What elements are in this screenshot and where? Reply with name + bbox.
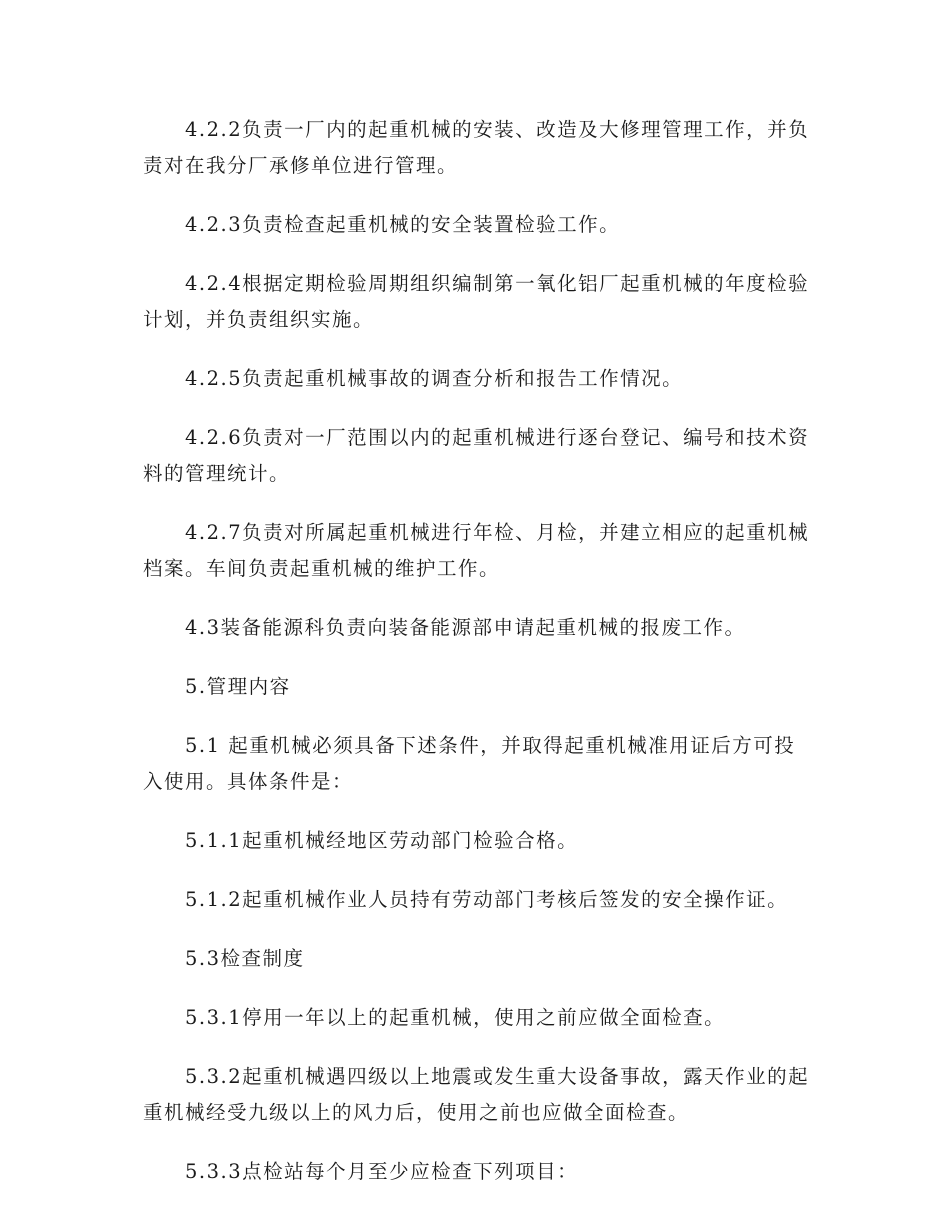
section-heading-5: 5.管理内容 <box>185 675 291 698</box>
paragraph-5-3-1: 5.3.1停用一年以上的起重机械，使用之前应做全面检查。 <box>185 1006 726 1029</box>
section-heading-5-3: 5.3检查制度 <box>185 947 305 970</box>
paragraph-4-2-4: 4.2.4根据定期检验周期组织编制第一氧化铝厂起重机械的年度检验计划，并负责组织实施。 <box>143 272 810 331</box>
paragraph-5-1-1: 5.1.1起重机械经地区劳动部门检验合格。 <box>185 829 579 852</box>
paragraph-5-3-3: 5.3.3点检站每个月至少应检查下列项目： <box>185 1160 579 1183</box>
paragraph-5-1-2: 5.1.2起重机械作业人员持有劳动部门考核后签发的安全操作证。 <box>185 888 789 911</box>
paragraph-4-2-3: 4.2.3负责检查起重机械的安全装置检验工作。 <box>185 213 621 236</box>
paragraph-4-3: 4.3装备能源科负责向装备能源部申请起重机械的报废工作。 <box>185 616 746 639</box>
paragraph-5-3-2: 5.3.2起重机械遇四级以上地震或发生重大设备事故，露天作业的起重机械经受九级以上的风力后，使用之前也应做全面检查。 <box>143 1065 810 1124</box>
paragraph-4-2-2: 4.2.2负责一厂内的起重机械的安装、改造及大修理管理工作，并负责对在我分厂承修单位进行管理。 <box>143 118 810 177</box>
paragraph-4-2-6: 4.2.6负责对一厂范围以内的起重机械进行逐台登记、编号和技术资料的管理统计。 <box>143 426 810 485</box>
paragraph-5-1: 5.1 起重机械必须具备下述条件，并取得起重机械准用证后方可投入使用。具体条件是： <box>143 734 796 793</box>
paragraph-4-2-5: 4.2.5负责起重机械事故的调查分析和报告工作情况。 <box>185 367 684 390</box>
paragraph-4-2-7: 4.2.7负责对所属起重机械进行年检、月检，并建立相应的起重机械档案。车间负责起重机械的维护工作。 <box>143 521 810 580</box>
